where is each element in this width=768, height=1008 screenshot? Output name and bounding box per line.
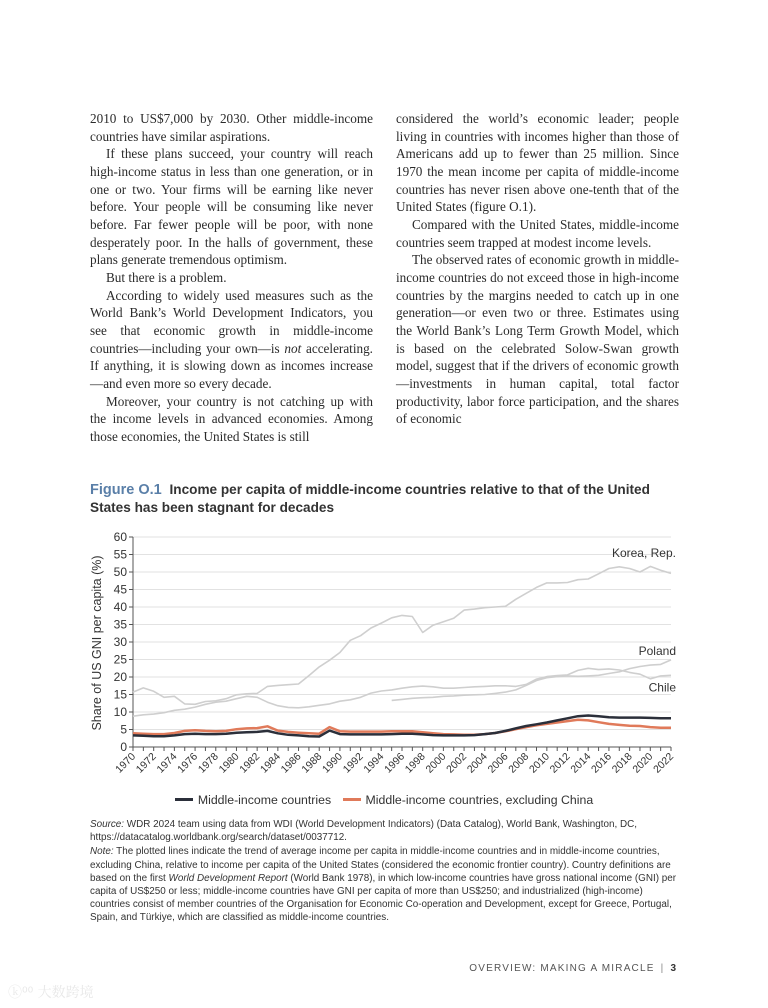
paragraph: The observed rates of economic growth in middle-income countries do not exceed those in high-income countries by the margins needed to catch up in one generation—or even two or three. Estimates using the World Bank’s Long Term Growth Model, which is based on the celebrated Solow-Swan growth model, suggest that if the drivers of economic growth—investments in human capital, total factor productivity, labor force participation, and the shares of economic [396, 252, 679, 427]
legend-label: Middle-income countries [197, 792, 332, 807]
paragraph: But there is a problem. [106, 269, 227, 285]
y-tick-label: 20 [113, 670, 127, 684]
x-tick-label: 2000 [423, 750, 449, 776]
source-note [90, 818, 682, 844]
page-number: 3 [670, 963, 676, 974]
source-text: WDR 2024 team using data from WDI (World Development Indicators) (Data Catalog), World Bank, Washington, DC, https://datacatalog.worldbank.org/search/dataset/0037712. [90, 819, 638, 844]
x-tick-label: 2006 [485, 750, 511, 776]
figure-label: Figure O.1 [90, 482, 162, 498]
body-column-right [396, 110, 679, 428]
x-tick-label: 1984 [257, 750, 283, 776]
legend-swatch-icon [175, 798, 193, 801]
x-tick-label: 1970 [113, 750, 139, 776]
y-tick-label: 15 [113, 687, 127, 702]
x-tick-label: 1972 [133, 750, 159, 776]
y-tick-label: 25 [113, 652, 127, 667]
emphasis-text: not [284, 340, 302, 356]
x-tick-label: 2014 [568, 750, 594, 776]
x-tick-label: 1986 [278, 750, 304, 776]
x-tick-label: 1978 [195, 750, 221, 776]
paragraph-text: According to widely used measures such as the World Bank’s World Development Indicators, you see that economic growth in middle-income countries—including your own—is [90, 287, 373, 356]
x-tick-label: 2002 [444, 750, 470, 776]
legend-swatch-icon [343, 798, 361, 801]
figure-caption: Income per capita of middle-income countries relative to that of the United States has been stagnant for decades [90, 482, 650, 515]
x-tick-label: 1992 [340, 750, 366, 776]
series-label: Korea, Rep. [611, 545, 676, 560]
y-tick-label: 35 [113, 617, 127, 632]
note [90, 845, 682, 924]
paragraph-text: accelerating. If anything, it is slowing down as incomes increase—and even more so every decade. [90, 340, 373, 391]
x-tick-label: 2012 [547, 750, 573, 776]
paragraph: If these plans succeed, your country will reach high-income status in less than one generation, or in one or two. Your firms will be earning like never before. Your people will be consuming like never before. Far fewer people will be poor, with none desperately poor. In the halls of government, these plans generate tremendous optimism. [90, 146, 373, 268]
chart-series [133, 566, 671, 736]
figure-notes [90, 818, 682, 926]
series-label: Poland [638, 643, 676, 658]
x-tick-label: 2008 [506, 750, 532, 776]
paragraph: Compared with the United States, middle-income countries seem trapped at modest income levels. [396, 216, 679, 250]
x-tick-label: 2004 [464, 750, 490, 776]
x-tick-label: 1994 [361, 750, 387, 776]
note-label: Note: [90, 846, 114, 858]
legend-label: Middle-income countries, excluding China [365, 792, 594, 807]
line-chart [84, 525, 694, 785]
note-text: (World Bank 1978), in which low-income countries have gross national income (GNI) per capita of US$250 or less; middle-income countries have GNI per capita of more than US$250; and industrialized (high-income) countries consist of member countries of the Organisation for Economic Co-operation and Development, except for Greece, Portugal, Spain, and Türkiye, which are classified as middle-income countries. [90, 872, 677, 924]
x-tick-label: 1998 [402, 750, 428, 776]
y-tick-label: 45 [113, 582, 127, 597]
page-footer [469, 963, 676, 974]
y-tick-label: 10 [113, 705, 127, 719]
legend-item-middle-income [175, 793, 331, 807]
footer-separator: | [660, 963, 665, 974]
paragraph: considered the world’s economic leader; people living in countries with incomes higher than those of Americans add up to fewer than 25 million. Since 1970 the mean income per capita of middle-income countries has never risen above one-tenth that of the United States (figure O.1). [396, 111, 679, 215]
paragraph [90, 287, 373, 393]
note-text: The plotted lines indicate the trend of average income per capita in middle-income countries and in middle-income countries, excluding China, relative to income per capita of the United States (considered the economic frontier country). Country definitions are based on the first [90, 846, 671, 884]
source-label: Source: [90, 819, 125, 830]
x-tick-label: 2022 [651, 750, 677, 776]
x-tick-label: 1982 [237, 750, 263, 776]
paragraph: Moreover, your country is not catching up with the income levels in advanced economies. Among those economies, the United States is still [90, 393, 373, 444]
chart-legend [0, 790, 768, 807]
x-axis [113, 747, 676, 776]
y-tick-label: 55 [113, 547, 127, 562]
x-tick-label: 1988 [299, 750, 325, 776]
legend-item-excluding-china [343, 793, 594, 807]
x-tick-label: 2010 [526, 750, 552, 776]
series-label: Chile [648, 680, 676, 695]
y-tick-label: 40 [113, 600, 127, 614]
x-tick-label: 2018 [609, 750, 635, 776]
note-italic: World Development Report [168, 872, 288, 884]
x-tick-label: 1980 [216, 750, 242, 776]
x-tick-label: 2016 [589, 750, 615, 776]
y-axis [114, 530, 133, 754]
paragraph: 2010 to US$7,000 by 2030. Other middle-income countries have similar aspirations. [90, 111, 373, 144]
y-tick-label: 5 [120, 722, 127, 737]
series-line [133, 566, 671, 704]
series-line [133, 716, 671, 737]
series-labels [612, 546, 676, 695]
y-tick-label: 30 [113, 635, 127, 649]
running-head: OVERVIEW: MAKING A MIRACLE [469, 963, 655, 974]
figure-title [90, 481, 690, 517]
x-tick-label: 1996 [382, 750, 408, 776]
x-tick-label: 1990 [320, 750, 346, 776]
x-tick-label: 2020 [630, 750, 656, 776]
watermark: ⓚ⁰⁰ 大数跨境 [8, 985, 94, 1001]
x-tick-label: 1976 [175, 750, 201, 776]
y-axis-label: Share of US GNI per capita (%) [90, 555, 104, 731]
y-tick-label: 60 [113, 530, 127, 544]
y-tick-label: 0 [120, 740, 127, 754]
y-tick-label: 50 [113, 565, 127, 579]
x-tick-label: 1974 [154, 750, 180, 776]
body-column-left [90, 110, 373, 445]
